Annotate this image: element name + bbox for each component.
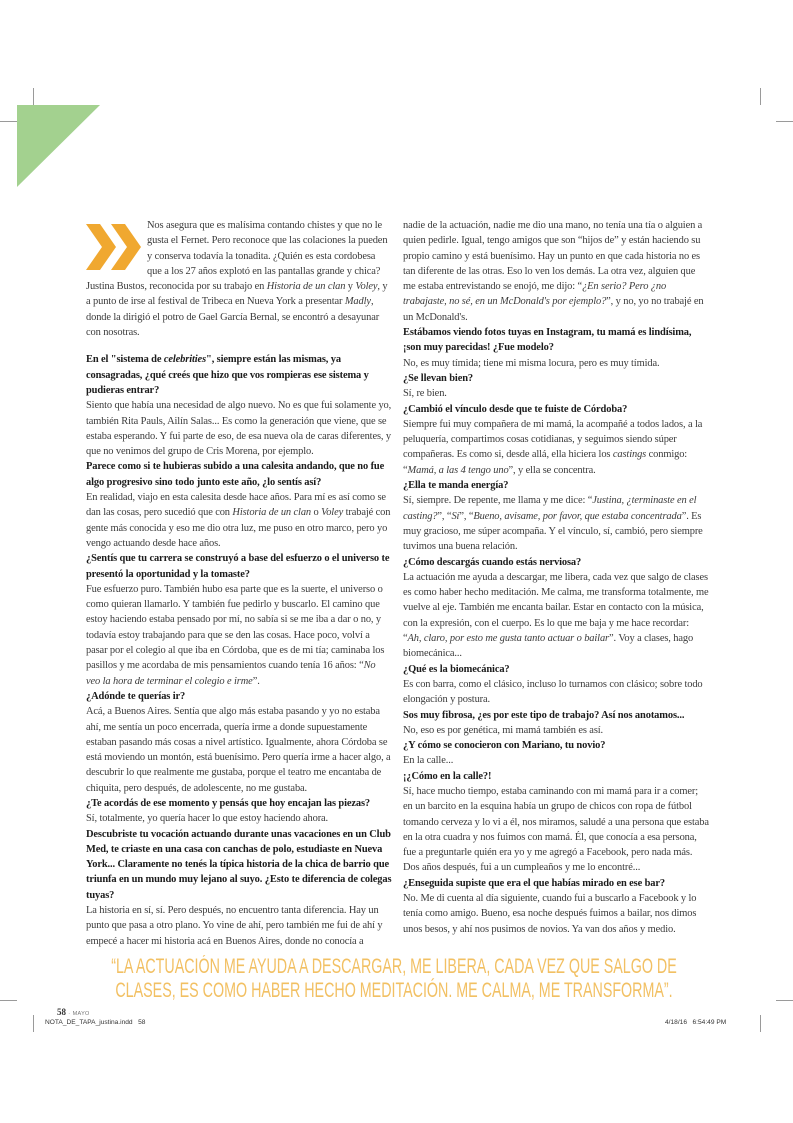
interview-question — [403, 325, 709, 356]
italic-text: Historia de un clan — [232, 507, 312, 519]
crop-mark — [760, 88, 761, 105]
interview-answer — [403, 570, 709, 662]
text-run: trabajé con gente más conocida y eso me dio otra luz, me puso en otro marco, pero yo vengo actuando desde hace años. — [86, 507, 391, 549]
double-chevron-icon — [86, 220, 147, 276]
text-run: ¿Enseguida supiste que era el que habías mirado en ese bar? — [403, 877, 666, 889]
text-run: ”, y no, yo no trabajé en un McDonald's. — [403, 296, 704, 323]
italic-text: Voley — [355, 281, 378, 293]
text-run: ¡¿Cómo en la calle?! — [403, 770, 492, 782]
text-run: ¿Cambió el vínculo desde que te fuiste de Córdoba? — [403, 403, 628, 415]
italic-text: Sí — [451, 510, 460, 522]
text-run: ¿Sentís que tu carrera se construyó a base del esfuerzo o el universo te presentó la oportunidad y la tomaste? — [86, 553, 390, 580]
text-run: En la calle... — [403, 755, 454, 767]
text-run: ¿Y cómo se conocieron con Mariano, tu novio? — [403, 740, 606, 752]
interview-question — [86, 827, 392, 903]
italic-text: ¿En serio? Pero ¿no trabajaste, no sé, en un McDonald's por ejemplo? — [403, 281, 667, 308]
interview-answer — [403, 493, 709, 554]
text-run: ¿Ella te manda energía? — [403, 480, 509, 492]
interview-question — [403, 478, 709, 493]
text-run: y — [345, 281, 356, 293]
interview-answer — [86, 398, 392, 459]
folio-section: MAYO — [72, 1010, 90, 1017]
page-folio — [57, 1007, 90, 1017]
text-run: No, eso es por genética, mi mamá también es así. — [403, 724, 604, 736]
pull-quote — [88, 955, 700, 1003]
italic-text: Ah, claro, por esto me gusta tanto actuar o bailar — [407, 633, 610, 645]
text-run: La historia en sí, sí. Pero después, no encuentro tanta diferencia. Hay un punto que pasa a otro plano. Yo vine de ahí, pero también me fui de ahí y empecé a hacer mi historia acá en Buenos Aires, donde no conocía a — [86, 905, 383, 947]
italic-text: Historia de un clan — [266, 281, 346, 293]
pull-quote-line: “LA ACTUACIÓN ME AYUDA A DESCARGAR, ME LIBERA, CADA VEZ QUE SALGO DE — [111, 954, 677, 978]
crop-mark — [760, 1015, 761, 1032]
interview-answer — [403, 784, 709, 876]
text-run: La actuación me ayuda a descargar, me libera, cada vez que salgo de clases es como haber hecho meditación. Me calma, me transforma totalmente, me vuelve al eje. También me encanta bailar. Estar en contacto con la música, con la expresión, con el cuerpo. Es lo que me baja y me hace recordar: “ — [403, 571, 709, 645]
text-run: ”, “ — [459, 510, 474, 522]
interview-answer — [403, 417, 709, 478]
italic-text: Justina, ¿terminaste en el casting? — [403, 495, 697, 522]
interview-answer — [86, 903, 392, 949]
text-run: Sí, siempre. De repente, me llama y me dice: “ — [403, 495, 593, 507]
text-run: Es con barra, como el clásico, incluso lo turnamos con clásico; sobre todo elongación y postura. — [403, 678, 703, 706]
text-run: o — [311, 507, 322, 519]
text-run: ¿Te acordás de ese momento y pensás que hoy encajan las piezas? — [86, 797, 371, 809]
interview-question — [403, 402, 709, 417]
text-run: Descubriste tu vocación actuando durante unas vacaciones en un Club Med, te criaste en una casa con canchas de polo, estudiaste en Nueva York... Claramente no tenés la típica historia de la chica de barrio que triunfa en un mundo muy lejano al suyo. ¿Esto te diferencia de colegas tuyas? — [86, 828, 392, 901]
interview-answer — [403, 723, 709, 738]
article-column-left — [86, 218, 392, 949]
slug-filename: NOTA_DE_TAPA_justina.indd 58 — [45, 1019, 146, 1026]
text-run: Sí, hace mucho tiempo, estaba caminando con mi mamá para ir a comer; en un barcito en la esquina había un grupo de chicos con ropa de fútbol tomando cerveza y lo vi a él, nos miramos, saludé a una persona que estaba en la otra cuadra y nos fuimos con mamá. Él, que conocía a esa persona, fue a preguntarle quién era yo y me agregó a Facebook, pero nada más. Dos años después, fui a un cumpleaños y me lo encontré... — [403, 785, 709, 874]
italic-text: No veo la hora de terminar el colegio e irme — [86, 660, 376, 687]
crop-mark — [0, 121, 17, 122]
slug-timestamp: 4/18/16 6:54:49 PM — [665, 1019, 727, 1026]
italic-text: Bueno, avisame, por favor, que estaba concentrada — [473, 510, 682, 522]
text-run: , donde la dirigió el potro de Gael García Bernal, se encontró a desayunar con nosotras. — [86, 296, 380, 339]
text-run: ", siempre están las mismas, ya consagradas, ¿qué creés que hizo que vos rompieras ese sistema y pudieras entrar? — [86, 354, 369, 396]
text-run: Sos muy fibrosa, ¿es por este tipo de trabajo? Así nos anotamos... — [403, 709, 685, 721]
interview-question — [86, 551, 392, 582]
text-run: ¿Se llevan bien? — [403, 372, 473, 384]
interview-answer — [403, 677, 709, 708]
interview-answer — [403, 891, 709, 937]
text-run: En realidad, viajo en esta calesita desde hace años. Para mí es así como se dan las cosas, pero sucedió que con — [86, 492, 386, 519]
crop-mark — [33, 88, 34, 105]
interview-question — [86, 459, 392, 490]
italic-text: Mamá, a las 4 tengo uno — [407, 464, 509, 476]
interview-answer — [86, 704, 392, 796]
italic-text: castings — [612, 449, 647, 461]
text-run: ¿Cómo descargás cuando estás nerviosa? — [403, 556, 582, 568]
text-run: Parece como si te hubieras subido a una calesita andando, que no fue algo progresivo sino todo junto este año, ¿lo sentís así? — [86, 461, 385, 488]
italic-text: celebrities — [163, 354, 207, 366]
green-corner-triangle — [17, 105, 100, 187]
text-run: nadie de la actuación, nadie me dio una mano, no tenía una tía o alguien a quien pedirle. Igual, tengo amigos que son “hijos de” y están haciendo su propio camino y está buenísimo. Hay un punto en que cada historia no es tan diferente de las otras. Eso lo ven los demás. La otra vez, alguien que me estaba entrevistando se enojó, me dijo: “ — [403, 220, 703, 293]
text-run: ¿Qué es la biomecánica? — [403, 663, 510, 675]
text-run: Estábamos viendo fotos tuyas en Instagram, tu mamá es lindísima, ¡son muy parecidas! ¿Fue modelo? — [403, 327, 692, 354]
interview-answer — [86, 811, 392, 826]
text-run: ”. — [252, 675, 260, 687]
interview-answer — [403, 356, 709, 371]
text-run: Sí, re bien. — [403, 388, 447, 400]
pull-quote-line: CLASES, ES COMO HABER HECHO MEDITACIÓN. ME CALMA, ME TRANSFORMA”. — [115, 978, 673, 1002]
interview-question — [403, 555, 709, 570]
interview-question — [403, 708, 709, 723]
text-run: ”. Es muy gracioso, me súper acompaña. Y el vínculo, sí, cambió, pero siempre tuvimos una buena relación. — [403, 510, 703, 553]
text-run: ¿Adónde te querías ir? — [86, 690, 186, 702]
text-run: ”, “ — [437, 510, 452, 522]
interview-question — [403, 371, 709, 386]
interview-question — [86, 352, 392, 398]
crop-mark — [776, 1000, 793, 1001]
text-run: Sí, totalmente, yo quería hacer lo que estoy haciendo ahora. — [86, 813, 329, 825]
crop-mark — [776, 121, 793, 122]
italic-text: Madly — [344, 296, 371, 308]
text-run: No. Me di cuenta al día siguiente, cuando fui a buscarlo a Facebook y lo tenía como amigo. Bueno, esa noche después fuimos a bailar, nos dimos unos besos, y ahí nos pusimos de novios. Ya van dos años y medio. — [403, 893, 697, 935]
text-run: Acá, a Buenos Aires. Sentía que algo más estaba pasando y yo no estaba ahí, me sentía un poco encerrada, quería irme a donde supuestamente estaban pasando más cosas a nivel artístico. Igualmente, ahora Córdoba se está moviendo un montón, está buenísimo. Pero quería irme a hacer algo, a descubrir lo que realmente me gustaba, porque el teatro me encantaba de chiquita, pero después, de adolescente, no me gustaba. — [86, 706, 391, 794]
interview-answer — [403, 218, 709, 325]
interview-answer — [86, 582, 392, 689]
text-run: Nos asegura que es malísima contando chistes y que no le gusta el Fernet. Pero reconoce que las colaciones la pueden y conserva todavía la tonadita. ¿Quién es esta cordobesa que a los 27 años explotó en las pantallas grande y chica? Justina Bustos, reconocida por su trabajo en — [86, 220, 388, 293]
interview-answer — [86, 490, 392, 551]
text-run: Fue esfuerzo puro. También hubo esa parte que es la suerte, el universo o como quieran llamarlo. Y también fue pedirlo y buscarlo. El camino que estoy haciendo estaba pensado por mí, no sabía si se me iba a dar o no, y todavía estoy trabajando para que se den las cosas. Hace poco, volví a pasar por el colegio al que iba en Córdoba, que es de mi tía; caminaba los pasillos y me acordaba de mis pensamientos cuando tenía 16 años: “ — [86, 583, 385, 672]
page-number: 58 — [57, 1006, 66, 1017]
italic-text: Voley — [321, 507, 344, 519]
text-run: conmigo: “ — [403, 449, 688, 476]
text-run: Siento que había una necesidad de algo nuevo. No es que fui solamente yo, también Rita Pauls, Ailín Salas... Es como la generación que viene, que se estaba esperando. Y fui parte de eso, de esa nueva ola de caras diferentes, y que no venimos del grupo de Cris Morena, por ejemplo. — [86, 400, 392, 458]
interview-answer — [403, 386, 709, 401]
interview-question — [403, 876, 709, 891]
text-run: No, es muy tímida; tiene mi misma locura, pero es muy tímida. — [403, 357, 660, 369]
crop-mark — [0, 1000, 17, 1001]
folio-separator: · — [68, 1010, 71, 1017]
text-run: ”, y ella se concentra. — [508, 464, 596, 476]
text-run: ”. Voy a clases, hago biomecánica... — [403, 633, 694, 660]
text-run: En el "sistema de — [86, 354, 164, 366]
interview-question — [403, 662, 709, 677]
crop-mark — [33, 1015, 34, 1032]
interview-question — [403, 769, 709, 784]
text-run: Siempre fui muy compañera de mi mamá, la acompañé a todos lados, a la peluquería, compartimos cosas cotidianas, y seguimos siendo súper compañeras. Es como si, desde allá, ella hiciera los — [403, 418, 703, 461]
interview-answer — [86, 218, 392, 340]
interview-answer — [403, 753, 709, 768]
interview-question — [86, 796, 392, 811]
text-run: , y a punto de irse al festival de Tribeca en Nueva York a presentar — [86, 281, 388, 308]
article-column-right — [403, 218, 709, 937]
interview-question — [403, 738, 709, 753]
interview-question — [86, 689, 392, 704]
